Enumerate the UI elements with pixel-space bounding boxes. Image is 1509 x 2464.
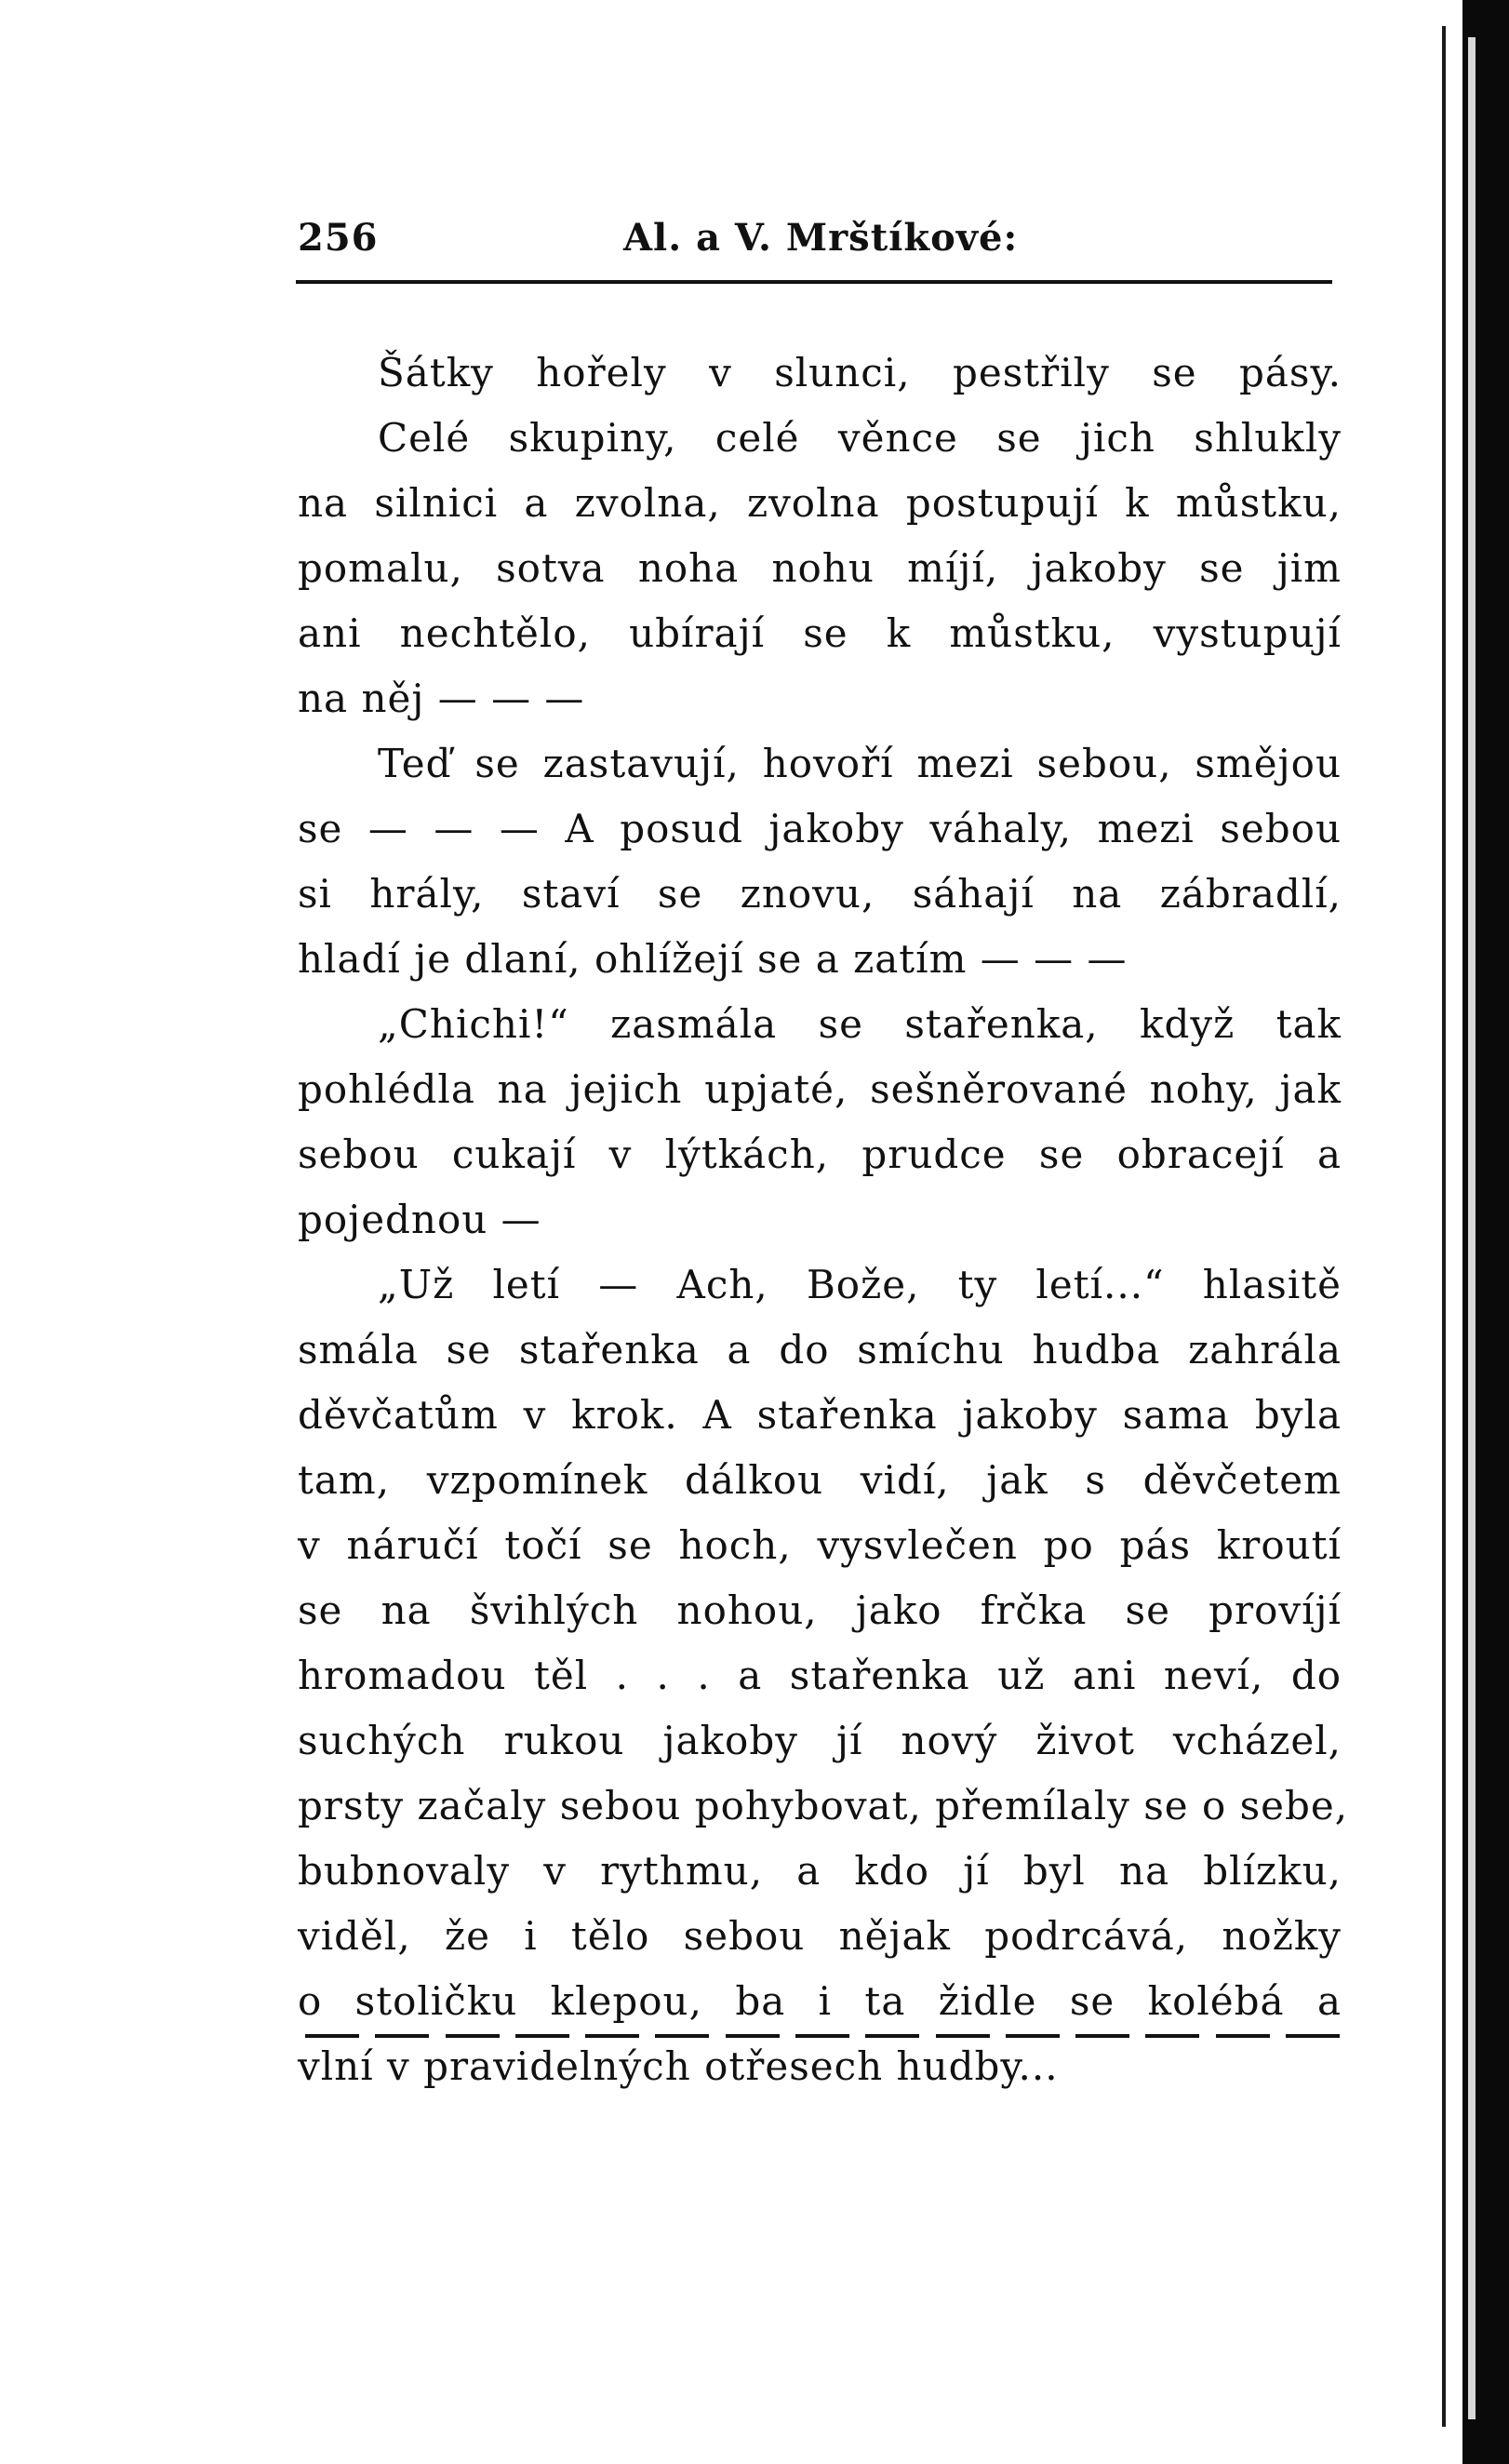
dash [865,2034,919,2038]
page-edge-gap [1468,37,1476,2419]
text-line: vlní v pravidelných otřesech hudby... [298,2043,1059,2089]
text-line: pomalu, sotva noha nohu míjí, jakoby se jim [298,545,1342,591]
text-line: viděl, že i tělo sebou nějak podrcává, nožky [298,1913,1342,1959]
text-line: v náručí točí se hoch, vysvlečen po pás kroutí [298,1522,1342,1568]
text-line: se — — — A posud jakoby váhaly, mezi sebou [298,806,1342,851]
text-line: Šátky hořely v slunci, pestřily se pásy. [378,350,1342,395]
text-line: pohlédla na jejich upjaté, sešněrované nohy, jak [298,1066,1342,1112]
text-line: ani nechtělo, ubírají se k můstku, vystupují [298,610,1342,656]
text-line: tam, vzpomínek dálkou vidí, jak s děvčetem [298,1457,1342,1503]
dash [1286,2034,1340,2038]
dash [655,2034,709,2038]
text-line: „Už letí — Ach, Bože, ty letí...“ hlasitě [378,1262,1342,1307]
section-end-dashes [305,2017,1340,2055]
text-line: prsty začaly sebou pohybovat, přemílaly se o sebe, [298,1783,1349,1828]
dash [1075,2034,1129,2038]
text-line: se na švihlých nohou, jako frčka se províjí [298,1587,1342,1633]
dash [1006,2034,1060,2038]
page-edge-line [1442,26,1446,2427]
text-line: Teď se zastavují, hovoří mezi sebou, smějou [378,741,1342,786]
dash [585,2034,639,2038]
running-head: Al. a V. Mrštíkové: [623,216,1019,260]
text-line: o stoličku klepou, ba i ta židle se kolébá a [298,1978,1342,2024]
text-line: suchých rukou jakoby jí nový život vcházel, [298,1718,1342,1763]
text-line: na silnici a zvolna, zvolna postupují k můstku, [298,480,1342,526]
dash [515,2034,569,2038]
dash [446,2034,500,2038]
page-header [298,216,1332,272]
text-line: „Chichi!“ zasmála se stařenka, když tak [378,1001,1342,1047]
text-line: pojednou — [298,1197,541,1242]
dash [795,2034,849,2038]
body-text [298,341,1349,2099]
page-number: 256 [298,216,379,260]
dash [936,2034,990,2038]
text-line: hromadou těl . . . a stařenka už ani neví, do [298,1653,1342,1698]
text-line: na něj — — — [298,676,585,721]
text-line: hladí je dlaní, ohlížejí se a zatím — — — [298,936,1128,982]
text-line: smála se stařenka a do smíchu hudba zahrála [298,1327,1342,1373]
text-line: si hrály, staví se znovu, sáhají na zábradlí, [298,871,1342,917]
header-rule [296,280,1332,284]
dash [375,2034,429,2038]
text-line: děvčatům v krok. A stařenka jakoby sama byla [298,1392,1342,1438]
text-line: Celé skupiny, celé věnce se jich shlukly [378,415,1342,461]
dash [726,2034,780,2038]
dash [1145,2034,1199,2038]
dash [1216,2034,1270,2038]
text-line: bubnovaly v rythmu, a kdo jí byl na blízku, [298,1848,1342,1894]
dash [305,2034,359,2038]
text-line: sebou cukají v lýtkách, prudce se obracejí a [298,1132,1342,1177]
